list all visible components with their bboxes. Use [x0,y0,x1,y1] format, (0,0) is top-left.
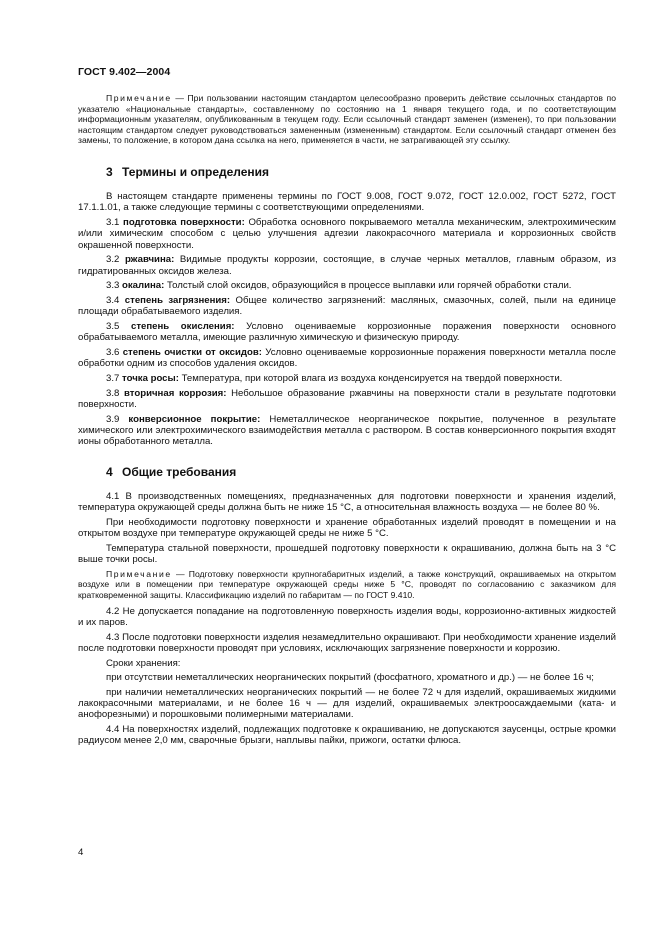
term-name: ржавчина: [124,254,175,266]
term-3-2 [78,254,616,277]
section-title: Термины и определения [122,164,270,179]
document-header: ГОСТ 9.402—2004 [78,66,171,78]
section-4-heading [78,465,616,479]
paragraph-4-4: 4.4 На поверхностях изделий, подлежащих подготовке к окрашиванию, не допускаются заусенцы, острые кромки радиусом менее 2,0 мм, сварочные брызги, наплывы пайки, прижоги, остатки флюса. [78,724,616,747]
term-number: 3.2 [106,254,120,266]
term-number: 3.8 [106,387,120,399]
section-number: 3 [106,164,113,179]
note-text: — Подготовку поверхности крупногабаритных изделий, а также конструкций, окрашиваемых на открытом воздухе или в помещении при температуре окружающей среды ниже 5 °C, проводят по согласованию с заказчиком для кратковременной защиты. Классификацию изделий по габаритам — по ГОСТ 9.410. [78,568,616,600]
term-3-5 [78,321,616,344]
storage-term-no-coating: при отсутствии неметаллических неорганических покрытий (фосфатного, хроматного и др.) — не более 16 ч; [106,672,594,684]
term-number: 3.5 [106,320,120,332]
term-definition: Небольшое образование ржавчины на поверхности стали в результате подготовки поверхности. [78,387,616,410]
storage-terms-label: Сроки хранения: [106,657,181,669]
term-definition: Температура, при которой влага из воздуха конденсируется на твердой поверхности. [181,372,563,384]
term-3-8 [78,388,616,411]
term-3-3 [78,280,616,291]
term-3-7 [78,373,616,384]
term-name: вторичная коррозия: [124,387,227,399]
note-large-items [78,569,616,601]
term-number: 3.6 [106,346,120,358]
term-name: степень окисления: [130,320,235,332]
term-definition: Условно оцениваемые коррозионные поражения поверхности металла после обработки одним из способов удаления оксидов. [78,346,616,370]
term-name: степень очистки от оксидов: [122,346,262,358]
term-definition: Обработка основного покрываемого металла механическим, электрохимическим и/или химическим способом с целью улучшения адгезии лакокрасочного материала и коррозионных свойств окрашенной поверхности. [78,216,616,251]
term-3-4 [78,295,616,318]
term-number: 3.9 [106,413,120,425]
storage-term-with-coating: при наличии неметаллических неорганических покрытий — не более 72 ч для изделий, окрашиваемых жидкими лакокрасочными материалами, и не более 16 ч — для изделий, окрашиваемых электроосаждаемыми (ката- и анофорезными) и порошковыми полимерными материалами. [78,686,616,721]
paragraph-4-1: 4.1 В производственных помещениях, предназначенных для подготовки поверхности и хранения изделий, температура окружающей среды должна быть не ниже 15 °C, а относительная влажность воздуха — не более 80 %. [78,490,616,514]
paragraph-4-2: 4.2 Не допускается попадание на подготовленную поверхность изделия воды, коррозионно-активных жидкостей и их паров. [78,605,616,628]
note-label: Примечание [106,568,172,579]
term-3-6 [78,347,616,370]
term-name: степень загрязнения: [124,294,231,306]
term-3-1 [78,217,616,251]
term-definition: Неметаллическое неорганическое покрытие, полученное в результате химического или электрохимического взаимодействия металла с раствором. В состав конверсионного покрытия входят ионы обработанного металла. [78,413,616,448]
term-name: окалина: [122,280,165,292]
note-label: Примечание [106,93,172,103]
term-definition: Общее количество загрязнений: масляных, смазочных, солей, пыли на единице площади обрабатываемого изделия. [78,294,616,318]
term-name: точка росы: [122,372,179,384]
page-content [78,93,616,750]
term-number: 3.3 [106,280,120,292]
note-text: — При пользовании настоящим стандартом целесообразно проверить действие ссылочных стандартов по указателю «Национальные стандарты», составленному по состоянию на 1 января текущего года, и по соответствующим информационным указателям, опубликованным в текущем году. Если ссылочный стандарт заменен (изменен), то при пользовании настоящим стандартом следует руководствоваться замененным (измененным) стандартом. Если ссылочный стандарт отменен без замены, то положение, в котором дана ссылка на него, применяется в части, не затрагивающей эту ссылку. [78,93,616,146]
section-3-heading [78,165,616,179]
section-number: 4 [106,464,113,479]
section-title: Общие требования [122,464,237,479]
term-3-9 [78,414,616,448]
term-number: 3.1 [106,216,120,228]
term-name: подготовка поверхности: [123,216,245,228]
term-definition: Видимые продукты коррозии, состоящие, в случае черных металлов, главным образом, из гидратированных оксидов железа. [78,254,616,277]
term-definition: Условно оцениваемые коррозионные поражения поверхности основного обрабатываемого металла, имеющие различную химическую и физическую природу. [78,320,616,344]
paragraph-4-3: 4.3 После подготовки поверхности изделия незамедлительно окрашивают. При необходимости хранение изделий после подготовки поверхности проводят при условиях, исключающих загрязнение поверхности и коррозию. [78,631,616,654]
term-number: 3.4 [106,294,120,306]
note-reference-standards [78,93,616,146]
term-number: 3.7 [106,372,120,384]
term-definition: Толстый слой оксидов, образующийся в процессе выплавки или горячей обработки стали. [167,280,572,292]
section-3-intro: В настоящем стандарте применены термины по ГОСТ 9.008, ГОСТ 9.072, ГОСТ 12.0.002, ГОСТ 5272, ГОСТ 17.1.1.01, а также следующие термины с соответствующими определениями. [78,190,616,214]
term-name: конверсионное покрытие: [128,413,261,425]
page-number: 4 [78,847,84,858]
paragraph-4-1-dew-point: Температура стальной поверхности, прошедшей подготовку поверхности к окрашиванию, должна быть на 3 °C выше точки росы. [78,542,616,566]
paragraph-4-1-outdoor: При необходимости подготовку поверхности и хранение обработанных изделий проводят в помещении и на открытом воздухе при температуре окружающей среды не ниже 5 °C. [78,516,616,540]
